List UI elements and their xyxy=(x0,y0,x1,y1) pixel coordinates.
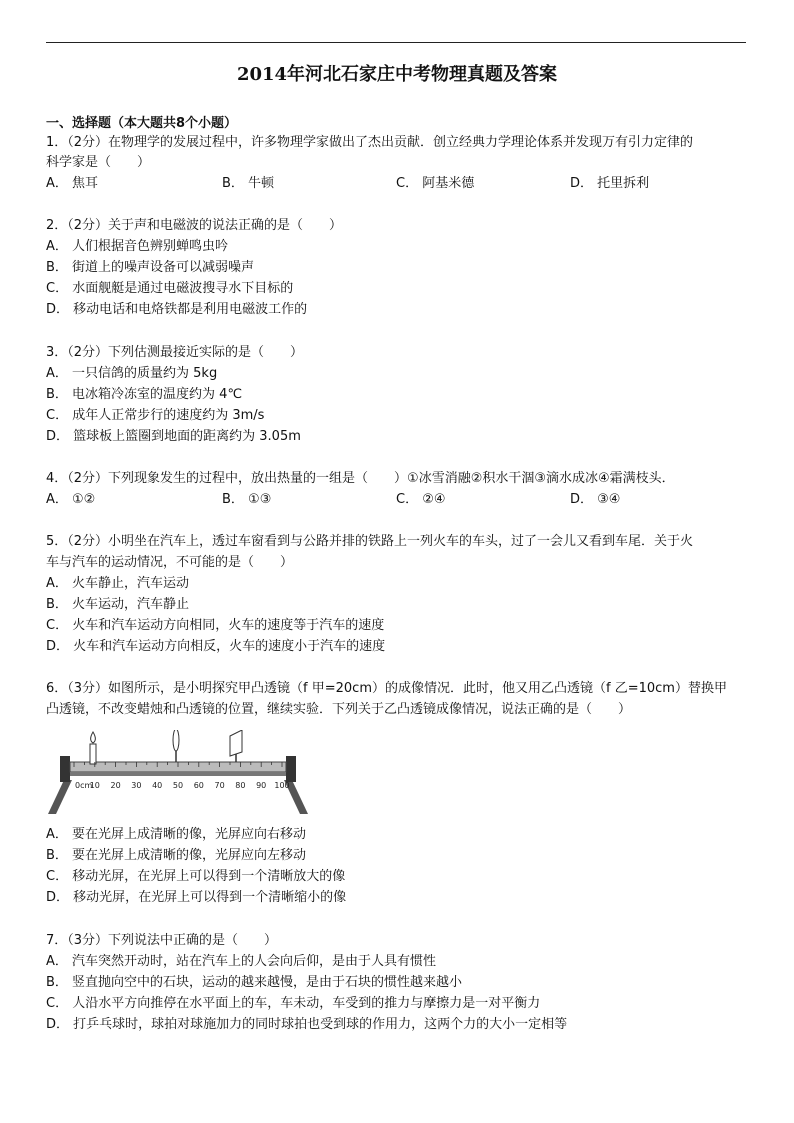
q6-stem-line1: 6．（3分）如图所示，是小明探究甲凸透镜（f 甲=20cm）的成像情况．此时，他又用乙凸透镜（f 乙=10cm）替换甲 xyxy=(46,681,727,696)
section-heading: 一、选择题（本大题共8个小题） xyxy=(46,116,238,131)
q1-option-c: C． 阿基米德 xyxy=(396,176,475,191)
rail-edge xyxy=(70,772,286,776)
q2-option-c: C． 水面舰艇是通过电磁波搜寻水下目标的 xyxy=(46,281,294,296)
q5-option-b: B． 火车运动，汽车静止 xyxy=(46,597,190,612)
optical-bench-figure xyxy=(46,730,310,816)
q5-option-d: D． 火车和汽车运动方向相反，火车的速度小于汽车的速度 xyxy=(46,639,386,654)
q6-stem-line2: 凸透镜，不改变蜡烛和凸透镜的位置，继续实验．下列关于乙凸透镜成像情况，说法正确的是（ ） xyxy=(46,702,632,717)
q1-option-a: A． 焦耳 xyxy=(46,176,99,191)
q5-stem-line1: 5．（2分）小明坐在汽车上，透过车窗看到与公路并排的铁路上一列火车的车头，过了一会儿又看到车尾．关于火 xyxy=(46,534,694,549)
ruler-label: 40 xyxy=(152,781,163,790)
q1-options xyxy=(46,176,746,192)
left-end-block xyxy=(60,756,70,782)
ruler-label: 70 xyxy=(214,781,225,790)
light-screen xyxy=(230,730,242,756)
q7-stem: 7．（3分）下列说法中正确的是（ ） xyxy=(46,933,278,948)
q3-stem: 3．（2分）下列估测最接近实际的是（ ） xyxy=(46,345,304,360)
q2-option-d: D． 移动电话和电烙铁都是利用电磁波工作的 xyxy=(46,302,308,317)
q2-stem: 2．（2分）关于声和电磁波的说法正确的是（ ） xyxy=(46,218,343,233)
q3-option-d: D． 篮球板上篮圈到地面的距离约为 3.05m xyxy=(46,429,301,444)
q1-option-b: B． 牛顿 xyxy=(222,176,275,191)
q4-option-a: A． ①② xyxy=(46,492,96,507)
q3-option-c: C． 成年人正常步行的速度约为 3m/s xyxy=(46,408,265,423)
q6-option-c: C． 移动光屏，在光屏上可以得到一个清晰放大的像 xyxy=(46,869,346,884)
q1-stem-line1: 1．（2分）在物理学的发展过程中，许多物理学家做出了杰出贡献．创立经典力学理论体系并发现万有引力定律的 xyxy=(46,135,694,150)
ruler-label: 30 xyxy=(131,781,142,790)
ruler-label: 0cm xyxy=(75,781,93,790)
q5-option-a: A． 火车静止，汽车运动 xyxy=(46,576,190,591)
ruler-label: 60 xyxy=(193,781,204,790)
ruler-label: 90 xyxy=(256,781,267,790)
candle-flame xyxy=(91,732,96,743)
q3-option-a: A． 一只信鸽的质量约为 5kg xyxy=(46,366,218,381)
q6-option-b: B． 要在光屏上成清晰的像，光屏应向左移动 xyxy=(46,848,307,863)
ruler-label: 50 xyxy=(172,781,184,790)
left-leg xyxy=(48,780,72,814)
header-rule xyxy=(46,42,746,43)
q3-option-b: B． 电冰箱冷冻室的温度约为 4℃ xyxy=(46,387,243,402)
q4-option-c: C． ②④ xyxy=(396,492,446,507)
ruler-label: 20 xyxy=(110,781,121,790)
q7-option-a: A． 汽车突然开动时，站在汽车上的人会向后仰，是由于人具有惯性 xyxy=(46,954,437,969)
q6-option-a: A． 要在光屏上成清晰的像，光屏应向右移动 xyxy=(46,827,307,842)
q2-option-a: A． 人们根据音色辨别蝉鸣虫吟 xyxy=(46,239,229,254)
q7-option-b: B． 竖直抛向空中的石块，运动的越来越慢，是由于石块的惯性越来越小 xyxy=(46,975,463,990)
ruler-labels xyxy=(75,781,290,790)
q4-options xyxy=(46,492,746,508)
candle xyxy=(90,744,96,764)
q1-stem-line2: 科学家是（ ） xyxy=(46,155,151,170)
q5-stem-line2: 车与汽车的运动情况，不可能的是（ ） xyxy=(46,555,294,570)
ruler-label: 10 xyxy=(89,781,100,790)
q7-option-d: D． 打乒乓球时，球拍对球施加力的同时球拍也受到球的作用力，这两个力的大小一定相等 xyxy=(46,1017,568,1032)
q4-option-d: D． ③④ xyxy=(570,492,621,507)
q5-option-c: C． 火车和汽车运动方向相同，火车的速度等于汽车的速度 xyxy=(46,618,385,633)
q4-stem: 4．（2分）下列现象发生的过程中，放出热量的一组是（ ）①冰雪消融②积水干涸③滴水成冰④霜满枝头． xyxy=(46,471,675,486)
convex-lens xyxy=(173,730,179,751)
q6-option-d: D． 移动光屏，在光屏上可以得到一个清晰缩小的像 xyxy=(46,890,347,905)
q4-option-b: B． ①③ xyxy=(222,492,272,507)
q2-option-b: B． 街道上的噪声设备可以减弱噪声 xyxy=(46,260,255,275)
right-end-block xyxy=(286,756,296,782)
ruler-label: 80 xyxy=(235,781,246,790)
q7-option-c: C． 人沿水平方向推停在水平面上的车，车未动，车受到的推力与摩擦力是一对平衡力 xyxy=(46,996,541,1011)
ruler-label: 100 xyxy=(274,781,290,790)
q1-option-d: D． 托里拆利 xyxy=(570,176,650,191)
page-title: 2014年河北石家庄中考物理真题及答案 xyxy=(236,64,558,85)
